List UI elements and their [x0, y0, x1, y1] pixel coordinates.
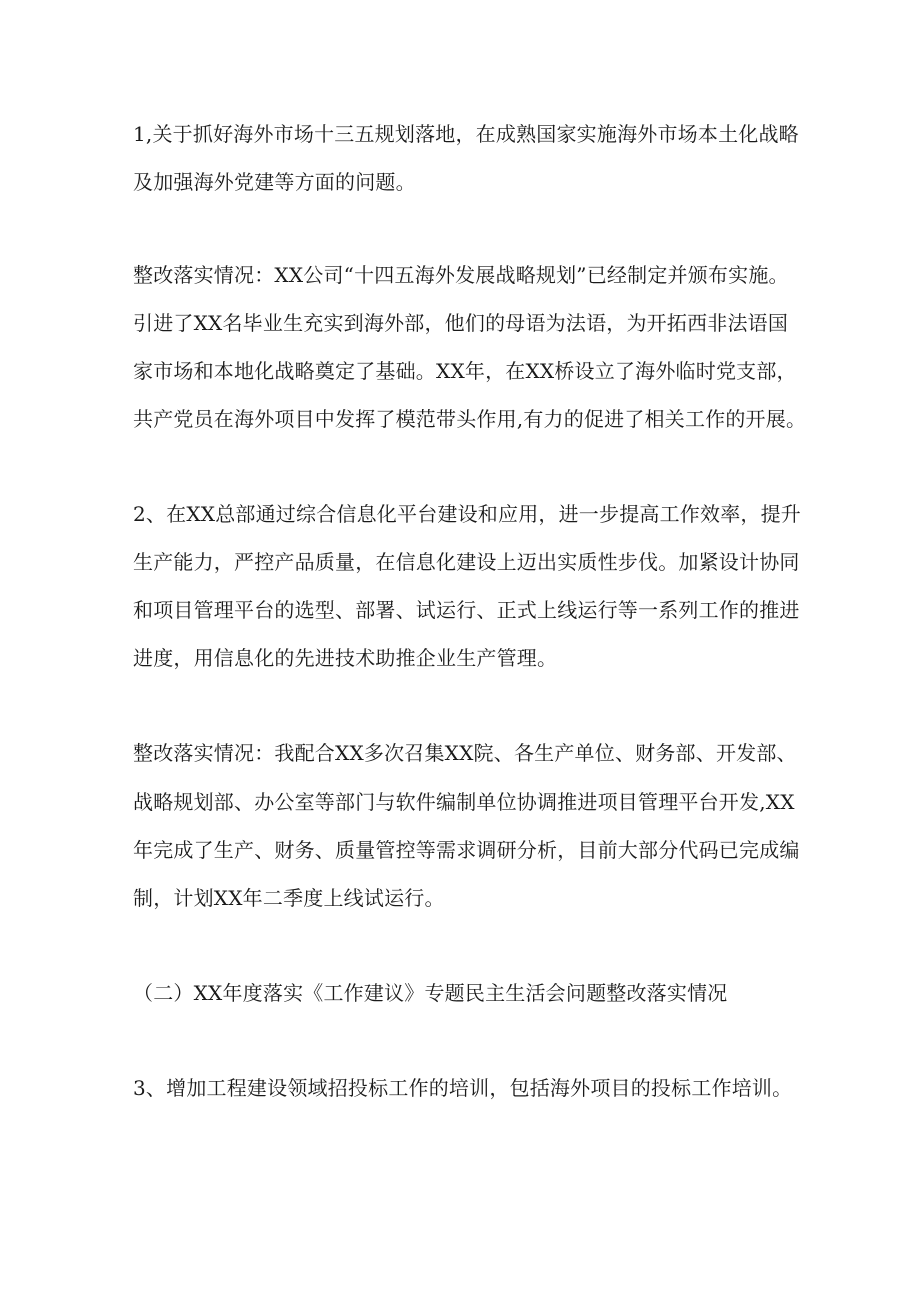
text-line: 整改落实情况：XX公司“十四五海外发展战略规划”已经制定并颁布实施。	[133, 263, 789, 287]
text-line: 引进了XX名毕业生充实到海外部，他们的母语为法语，为开拓西非法语国	[133, 311, 789, 335]
text-line: 共产党员在海外项目中发挥了模范带头作用,有力的促进了相关工作的开展。	[133, 407, 807, 431]
text-line: 生产能力，严控产品质量，在信息化建设上迈出实质性步伐。加紧设计协同	[133, 550, 800, 574]
text-line: 年完成了生产、财务、质量管控等需求调研分析，目前大部分代码已完成编	[133, 838, 800, 862]
text-line: 2、在XX总部通过综合信息化平台建设和应用，进一步提高工作效率，提升	[133, 502, 802, 526]
text-line: 家市场和本地化战略奠定了基础。XX年，在XX桥设立了海外临时党支部，	[133, 359, 797, 383]
text-line: 和项目管理平台的选型、部署、试运行、正式上线运行等一系列工作的推进	[133, 598, 800, 622]
text-line: 1,关于抓好海外市场十三五规划落地，在成熟国家实施海外市场本土化战略	[133, 122, 799, 146]
section-heading: （二）XX年度落实《工作建议》专题民主生活会问题整改落实情况	[133, 981, 728, 1005]
text-line: 战略规划部、办公室等部门与软件编制单位协调推进项目管理平台开发,XX	[133, 790, 795, 814]
text-line: 制，计划XX年二季度上线试运行。	[133, 886, 445, 910]
text-line: 3、增加工程建设领域招投标工作的培训，包括海外项目的投标工作培训。	[133, 1076, 793, 1100]
text-line: 整改落实情况：我配合XX多次召集XX院、各生产单位、财务部、开发部、	[133, 741, 797, 765]
text-line: 及加强海外党建等方面的问题。	[133, 170, 416, 194]
text-line: 进度，用信息化的先进技术助推企业生产管理。	[133, 646, 558, 670]
